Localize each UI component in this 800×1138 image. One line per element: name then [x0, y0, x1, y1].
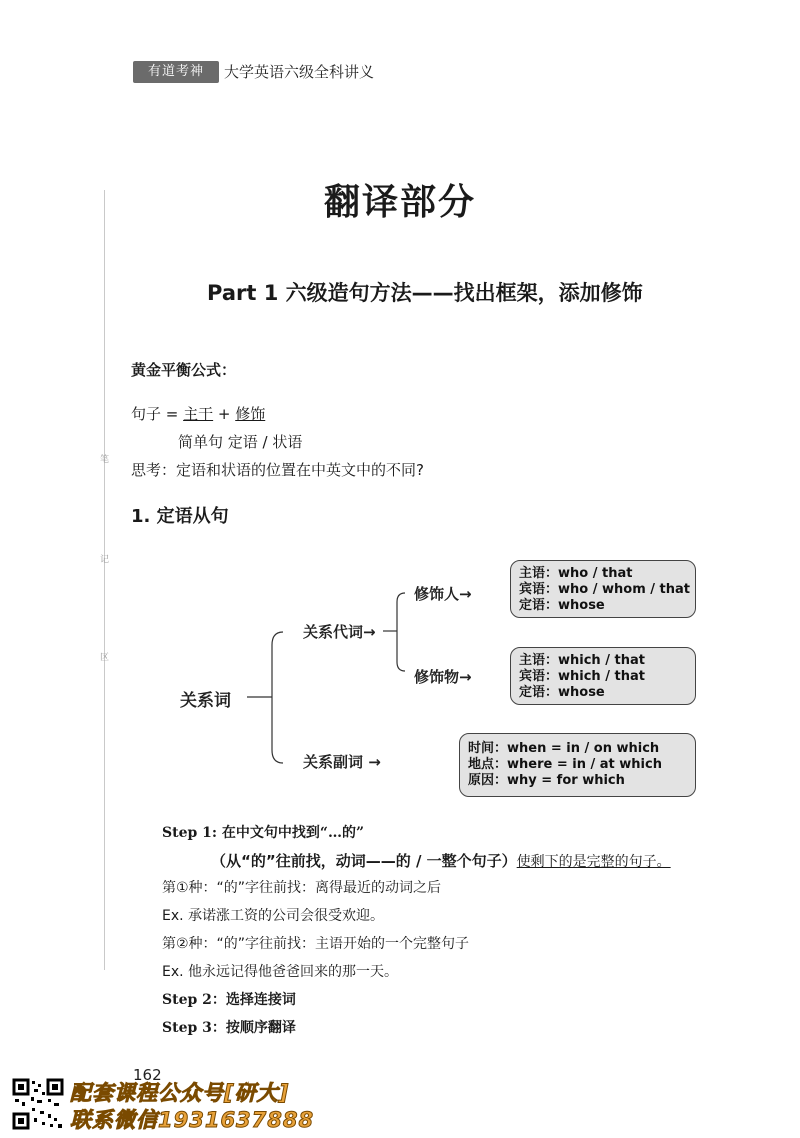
- adverb-box: [459, 733, 696, 797]
- step-1-sub: [211, 850, 671, 871]
- watermark-line-1: 配套课程公众号[研大]: [70, 1081, 290, 1105]
- notes-char-2: 记: [100, 555, 110, 565]
- formula-plus: +: [213, 405, 236, 423]
- book-title: 大学英语六级全科讲义: [224, 63, 375, 81]
- qr-code-icon: [12, 1078, 64, 1130]
- box-row: 主语：who / that: [519, 566, 633, 581]
- box-row: 原因：why = for which: [468, 773, 625, 788]
- page-title: 翻译部分: [323, 182, 476, 223]
- box-row: 定语：whose: [519, 598, 605, 613]
- type-1: 第①种：“的”字往前找：离得最近的动词之后: [162, 880, 442, 896]
- step-3: Step 3：按顺序翻译: [162, 1020, 296, 1036]
- pronoun-bracket: [397, 593, 405, 671]
- formula-prefix: 句子 =: [131, 405, 184, 423]
- step-1-sub-bold: （从“的”往前找，动词——的 / 一整个句子）: [211, 852, 517, 870]
- think-question: 思考：定语和状语的位置在中英文中的不同?: [131, 461, 424, 479]
- page-number: 162: [133, 1066, 162, 1084]
- notes-char-3: 区: [100, 653, 110, 663]
- section-title: 1. 定语从句: [131, 506, 229, 527]
- box-row: 宾语：who / whom / that: [519, 582, 690, 597]
- modify-thing-label: 修饰物→: [414, 668, 472, 686]
- type-2: 第②种：“的”字往前找：主语开始的一个完整句子: [162, 936, 470, 952]
- root-bracket: [272, 632, 283, 763]
- step-1-sub-tail: 使剩下的是完整的句子。: [516, 854, 671, 870]
- modify-person-label: 修饰人→: [414, 585, 472, 603]
- formula-heading: 黄金平衡公式：: [131, 361, 237, 379]
- watermark-line-2: 联系微信1931637888: [70, 1108, 315, 1132]
- box-row: 定语：whose: [519, 685, 605, 700]
- part-title: Part 1 六级造句方法——找出框架，添加修饰: [207, 281, 643, 305]
- formula-line-2: 简单句 定语 / 状语: [178, 433, 303, 451]
- step-2: Step 2：选择连接词: [162, 992, 296, 1008]
- relative-adverb-label: 关系副词 →: [303, 753, 381, 771]
- box-row: 宾语：which / that: [519, 669, 645, 684]
- step-1: Step 1: 在中文句中找到“…的”: [162, 825, 365, 841]
- publisher-badge: 有道考神: [133, 61, 219, 83]
- box-row: 地点：where = in / at which: [468, 757, 662, 772]
- person-pronoun-box: [510, 560, 696, 618]
- relative-word-label: 关系词: [180, 691, 231, 711]
- formula-main: 主干: [183, 405, 214, 423]
- formula-modifier: 修饰: [235, 405, 266, 423]
- relative-pronoun-label: 关系代词→: [303, 623, 376, 641]
- example-2: Ex. 他永远记得他爸爸回来的那一天。: [162, 964, 399, 980]
- notes-char-1: 笔: [100, 455, 110, 465]
- box-row: 时间：when = in / on which: [468, 741, 660, 756]
- thing-pronoun-box: [510, 647, 696, 705]
- box-row: 主语：which / that: [519, 653, 645, 668]
- example-1: Ex. 承诺涨工资的公司会很受欢迎。: [162, 908, 385, 924]
